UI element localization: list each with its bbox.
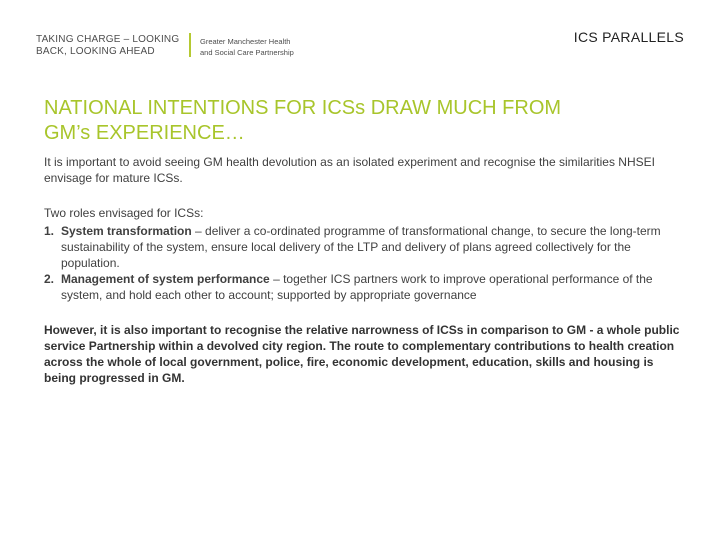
- slide-title: [44, 96, 694, 146]
- role-name: System transformation: [61, 224, 192, 238]
- role-description: – deliver a co-ordinated programme of transformational change, to secure the long-term sustainability of the system, ensure local delivery of the LTP and delivery of plans agreed collectively for the population.: [61, 224, 661, 270]
- partner-name-line2: and Social Care Partnership: [200, 48, 294, 57]
- partner-name: [200, 36, 340, 58]
- role-item-system-transformation: [44, 223, 684, 271]
- report-title-line1: TAKING CHARGE – LOOKING: [36, 34, 180, 45]
- role-description: – together ICS partners work to improve operational performance of the system, and hold each other to account; supported by appropriate governance: [61, 272, 653, 302]
- roles-list: [44, 223, 684, 303]
- role-name: Management of system performance: [61, 272, 270, 286]
- roles-heading: Two roles envisaged for ICSs:: [44, 206, 204, 220]
- role-number: 2.: [44, 272, 55, 286]
- role-item-system-performance: [44, 271, 684, 303]
- slide-body: [44, 154, 684, 386]
- partner-name-line1: Greater Manchester Health: [200, 37, 291, 46]
- report-title: [36, 34, 186, 58]
- section-label: ICS PARALLELS: [573, 29, 684, 45]
- header-divider: [189, 33, 191, 57]
- role-number: 1.: [44, 224, 55, 238]
- intro-paragraph: It is important to avoid seeing GM health devolution as an isolated experiment and recognise the similarities NHSEI envisage for mature ICSs.: [44, 155, 655, 185]
- slide-title-line1: NATIONAL INTENTIONS FOR ICSs DRAW MUCH FROM: [44, 97, 562, 119]
- slide-title-line2: GM’s EXPERIENCE…: [44, 122, 245, 144]
- report-title-line2: BACK, LOOKING AHEAD: [36, 46, 155, 57]
- closing-paragraph: However, it is also important to recognise the relative narrowness of ICSs in comparison to GM - a whole public service Partnership within a devolved city region. The route to complementary contributions to health creation across the whole of local government, police, fire, economic development, education, skills and housing is being progressed in GM.: [44, 323, 680, 385]
